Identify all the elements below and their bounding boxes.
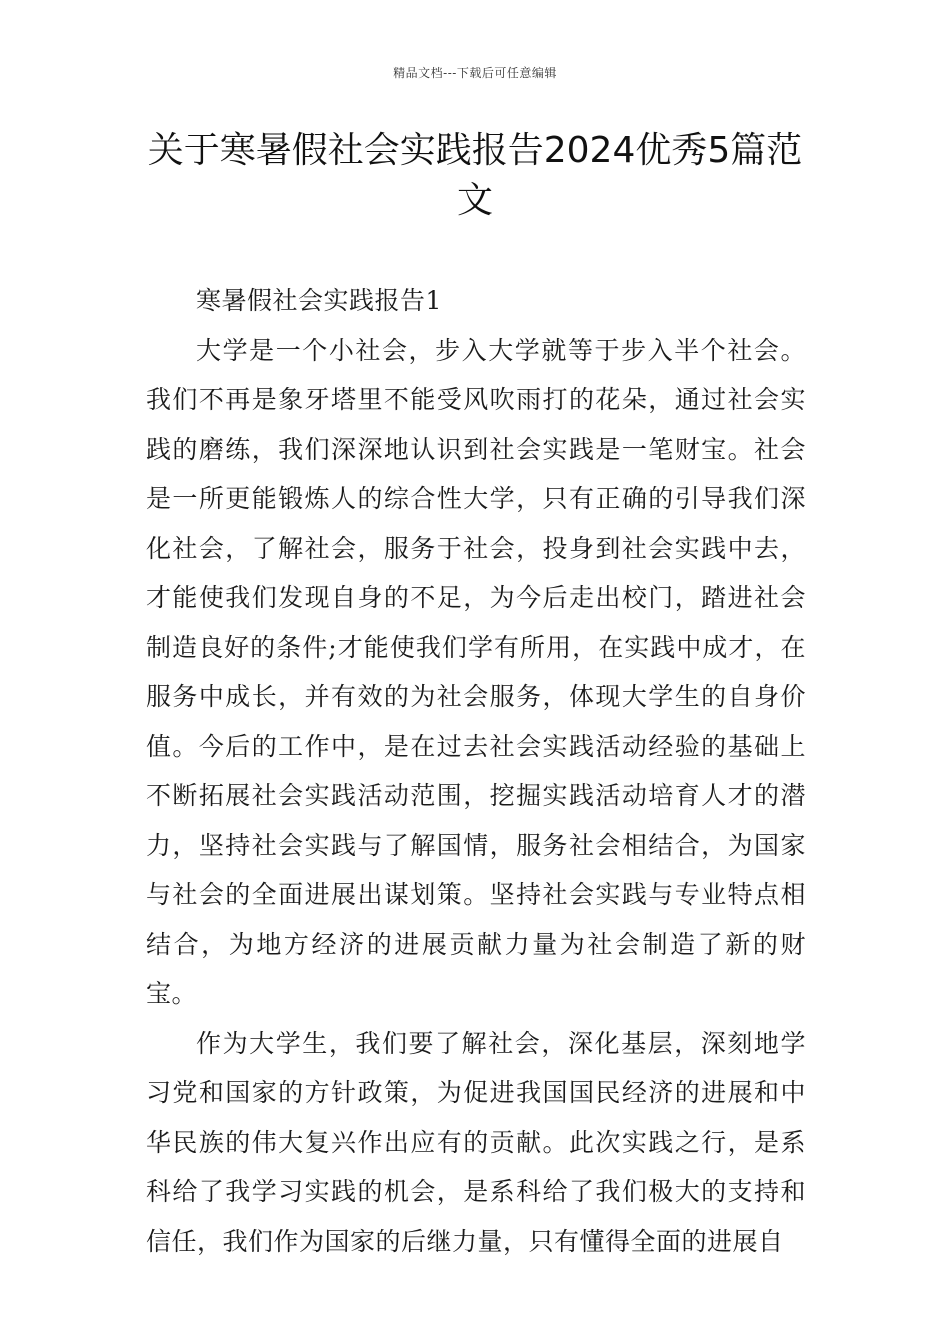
document-title: 关于寒暑假社会实践报告2024优秀5篇范文 bbox=[147, 130, 803, 221]
paragraph-2: 作为大学生，我们要了解社会，深化基层，深刻地学习党和国家的方针政策，为促进我国国民经济的进展和中华民族的伟大复兴作出应有的贡献。此次实践之行，是系科给了我学习实践的机会，是系科给了我们极大的支持和信任，我们作为国家的后继力量，只有懂得全面的进展自 bbox=[146, 1028, 806, 1256]
document-body bbox=[146, 276, 806, 1266]
paragraph-1: 大学是一个小社会，步入大学就等于步入半个社会。我们不再是象牙塔里不能受风吹雨打的花朵，通过社会实践的磨练，我们深深地认识到社会实践是一笔财宝。社会是一所更能锻炼人的综合性大学，只有正确的引导我们深化社会，了解社会，服务于社会，投身到社会实践中去，才能使我们发现自身的不足，为今后走出校门，踏进社会制造良好的条件;才能使我们学有所用，在实践中成才，在服务中成长，并有效的为社会服务，体现大学生的自身价值。今后的工作中，是在过去社会实践活动经验的基础上不断拓展社会实践活动范围，挖掘实践活动培育人才的潜力，坚持社会实践与了解国情，服务社会相结合，为国家与社会的全面进展出谋划策。坚持社会实践与专业特点相结合，为地方经济的进展贡献力量为社会制造了新的财宝。 bbox=[146, 335, 806, 1008]
section-heading: 寒暑假社会实践报告1 bbox=[196, 286, 442, 315]
header-note: 精品文档---下载后可任意编辑 bbox=[393, 66, 557, 80]
